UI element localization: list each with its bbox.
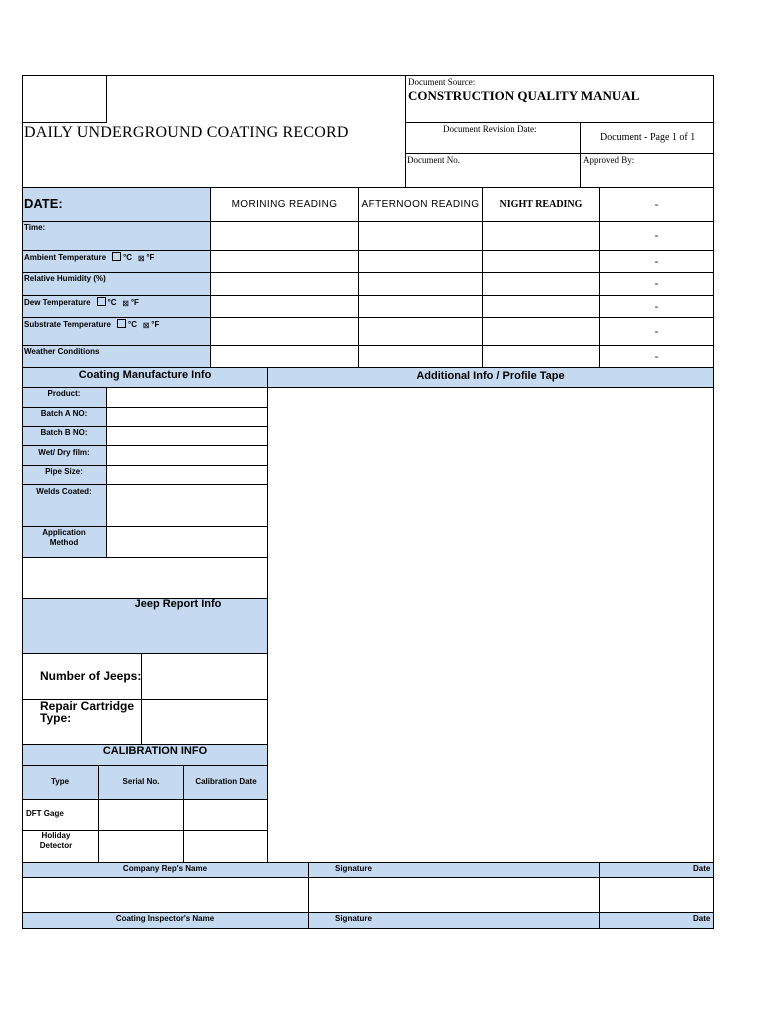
document-no-label: Document No. xyxy=(407,155,460,165)
substrate-dash: - xyxy=(654,326,659,338)
serial-column-header: Serial No. xyxy=(122,777,160,786)
page-title: DAILY UNDERGROUND COATING RECORD xyxy=(24,124,349,141)
date-label: DATE: xyxy=(24,196,63,211)
coating-inspector-name-label: Coating Inspector's Name xyxy=(115,914,215,923)
doc-source-label: Document Source: xyxy=(408,77,476,87)
batch-b-label: Batch B NO: xyxy=(40,428,88,437)
number-of-jeeps-label: Number of Jeeps: xyxy=(40,669,142,683)
inspector-signature-label: Signature xyxy=(335,914,372,923)
column-morning-reading: MORINING READING xyxy=(231,199,338,210)
column-dash: - xyxy=(654,199,659,211)
repair-cartridge-label: Repair Cartridge Type: xyxy=(40,699,135,725)
product-label: Product: xyxy=(47,389,81,398)
fahrenheit-checkbox[interactable]: ☒ xyxy=(122,301,129,308)
substrate-temperature-label: Substrate Temperature °C ☒ °F xyxy=(24,320,160,330)
additional-info-title: Additional Info / Profile Tape xyxy=(416,370,565,382)
batch-a-label: Batch A NO: xyxy=(40,409,88,418)
approved-by-label: Approved By: xyxy=(583,155,635,165)
celsius-checkbox[interactable] xyxy=(112,252,121,261)
ambient-temperature-label: Ambient Temperature °C ☒ °F xyxy=(24,253,155,263)
column-night-reading: NIGHT READING xyxy=(499,199,583,210)
coating-values-column xyxy=(106,387,268,558)
inspector-date-label: Date xyxy=(693,914,711,923)
fahrenheit-checkbox[interactable]: ☒ xyxy=(142,323,150,330)
relative-humidity-label: Relative Humidity (%) xyxy=(24,274,106,283)
column-afternoon-reading: AFTERNOON READING xyxy=(361,199,480,210)
jeep-report-title: Jeep Report Info xyxy=(134,598,222,610)
type-column-header: Type xyxy=(50,777,70,786)
humidity-dash: - xyxy=(654,278,659,290)
pipe-size-label: Pipe Size: xyxy=(45,467,83,476)
application-method-label: Application Method xyxy=(42,528,86,547)
calibration-title: CALIBRATION INFO xyxy=(102,745,208,757)
weather-conditions-label: Weather Conditions xyxy=(24,347,100,356)
coating-notes-area[interactable] xyxy=(22,557,268,599)
rep-signoff-row[interactable] xyxy=(22,877,714,913)
dew-dash: - xyxy=(654,301,659,313)
ambient-dash: - xyxy=(654,256,659,268)
page-number-label: Document - Page 1 of 1 xyxy=(600,132,696,143)
logo-cell xyxy=(22,75,107,123)
time-dash: - xyxy=(654,230,659,242)
dew-temperature-label: Dew Temperature °C ☒ °F xyxy=(24,298,139,308)
film-label: Wet/ Dry film: xyxy=(38,448,90,457)
company-rep-name-label: Company Rep's Name xyxy=(122,864,208,873)
weather-dash: - xyxy=(654,351,659,363)
rep-signature-label: Signature xyxy=(335,864,372,873)
rep-date-label: Date xyxy=(693,864,711,873)
time-label: Time: xyxy=(24,223,46,232)
welds-coated-label: Welds Coated: xyxy=(36,487,92,496)
coating-info-title: Coating Manufacture Info xyxy=(78,369,212,381)
additional-info-area[interactable] xyxy=(267,387,714,863)
holiday-detector-label: Holiday Detector xyxy=(39,831,73,850)
calibration-date-column-header: Calibration Date xyxy=(195,777,257,786)
revision-date-label: Document Revision Date: xyxy=(443,124,537,134)
doc-source-value: CONSTRUCTION QUALITY MANUAL xyxy=(408,88,640,103)
dft-gage-label: DFT Gage xyxy=(26,809,64,818)
celsius-checkbox[interactable] xyxy=(117,319,126,328)
celsius-checkbox[interactable] xyxy=(97,297,106,306)
fahrenheit-checkbox[interactable]: ☒ xyxy=(138,256,145,263)
